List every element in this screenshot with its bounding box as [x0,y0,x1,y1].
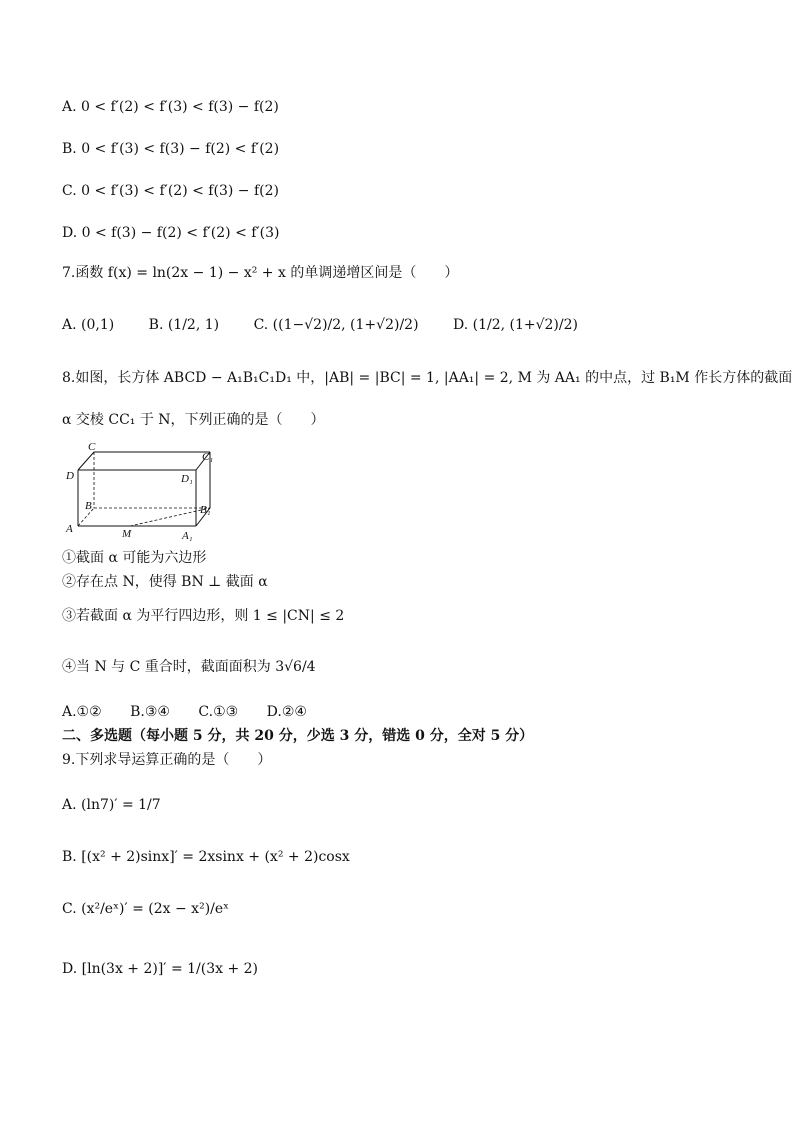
cuboid-figure [60,440,220,545]
q9-stem: 9.下列求导运算正确的是（ ） [62,752,272,768]
edge-d-c [78,452,94,470]
q8-statement-1: ①截面 α 可能为六边形 [62,550,207,566]
q6-option-d: D. 0 < f(3) − f(2) < f′(2) < f′(3) [62,225,280,241]
q7-options [62,318,608,332]
q9-option-c: C. (x²/eˣ)′ = (2x − x²)/eˣ [62,901,230,917]
label-b1: B₁ [200,504,211,516]
label-c1: C₁ [202,451,214,463]
q8-option-a: A.①② [62,704,102,720]
q7-option-a: A. (0,1) [62,317,115,333]
q8-statement-2: ②存在点 N，使得 BN ⊥ 截面 α [62,574,268,590]
q8-options [62,705,331,719]
section-heading-multi-choice: 二、多选题（每小题 5 分，共 20 分，少选 3 分，错选 0 分，全对 5 分） [62,728,534,744]
q8-option-b: B.③④ [130,704,170,720]
q8-statement-4: ④当 N 与 C 重合时，截面面积为 3√6/4 [62,659,316,675]
q8-option-d: D.②④ [266,704,307,720]
q8-statement-3: ③若截面 α 为平行四边形，则 1 ≤ |CN| ≤ 2 [62,608,345,624]
q7-option-c: C. ((1−√2)/2, (1+√2)/2) [253,317,419,333]
q7-option-d: D. (1/2, (1+√2)/2) [452,317,578,333]
label-a: A [66,523,73,535]
q8-stem-line1: 8.如图，长方体 ABCD − A₁B₁C₁D₁ 中，|AB| = |BC| = 1, |AA₁| = 2, M 为 AA₁ 的中点，过 B₁M 作长方体的截面 [62,370,793,386]
q8-option-c: C.①③ [198,704,239,720]
q7-stem: 7.函数 f(x) = ln(2x − 1) − x² + x 的单调递增区间是（ ） [62,265,459,281]
q6-option-a: A. 0 < f′(2) < f′(3) < f(3) − f(2) [62,99,279,115]
label-d: D [66,470,74,482]
q8-stem-line2: α 交棱 CC₁ 于 N，下列正确的是（ ） [62,412,325,428]
label-a1: A₁ [182,530,193,542]
q9-option-b: B. [(x² + 2)sinx]′ = 2xsinx + (x² + 2)cosx [62,849,350,865]
label-b: B [85,500,92,512]
q6-option-b: B. 0 < f′(3) < f(3) − f(2) < f′(2) [62,141,280,157]
label-d1: D₁ [181,473,193,485]
q9-option-a: A. (ln7)′ = 1/7 [62,797,161,813]
label-m: M [122,528,132,540]
label-c: C [88,441,96,453]
q6-option-c: C. 0 < f′(3) < f′(2) < f(3) − f(2) [62,183,279,199]
q7-option-b: B. (1/2, 1) [148,317,220,333]
q9-option-d: D. [ln(3x + 2)]′ = 1/(3x + 2) [62,961,259,977]
